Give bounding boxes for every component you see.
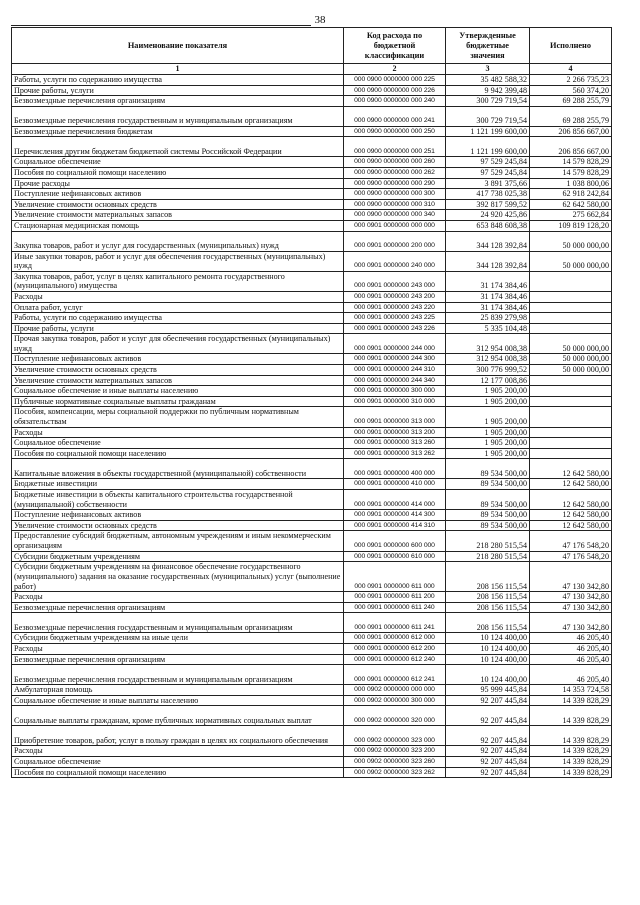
row-name: Оплата работ, услуг [12, 302, 344, 313]
row-approved: 10 124 400,00 [446, 643, 530, 654]
row-approved: 89 534 500,00 [446, 510, 530, 521]
row-executed: 2 266 735,23 [530, 75, 612, 86]
table-row [12, 251, 612, 271]
table-row [12, 85, 612, 96]
row-name: Социальные выплаты гражданам, кроме публичных нормативных социальных выплат [12, 706, 344, 726]
table-row [12, 459, 612, 479]
row-approved: 1 905 200,00 [446, 407, 530, 427]
row-code: 000 0901 0000000 244 000 [344, 334, 446, 354]
row-executed: 47 130 342,80 [530, 602, 612, 613]
row-executed [530, 323, 612, 334]
row-code: 000 0902 0000000 300 000 [344, 695, 446, 706]
row-code: 000 0901 0000000 243 000 [344, 271, 446, 291]
page-number: 38 [314, 14, 326, 26]
row-approved: 392 817 599,52 [446, 199, 530, 210]
row-code: 000 0902 0000000 323 262 [344, 767, 446, 778]
row-executed: 14 339 828,29 [530, 706, 612, 726]
row-approved: 92 207 445,84 [446, 726, 530, 746]
table-row [12, 323, 612, 334]
row-code: 000 0901 0000000 414 310 [344, 520, 446, 531]
row-approved: 1 905 200,00 [446, 448, 530, 459]
row-code: 000 0902 0000000 323 200 [344, 746, 446, 757]
row-executed: 50 000 000,00 [530, 251, 612, 271]
row-name: Увеличение стоимости основных средств [12, 520, 344, 531]
table-row [12, 126, 612, 137]
row-executed: 12 642 580,00 [530, 520, 612, 531]
row-executed [530, 438, 612, 449]
table-row [12, 643, 612, 654]
row-code: 000 0901 0000000 243 200 [344, 291, 446, 302]
row-approved: 344 128 392,84 [446, 231, 530, 251]
row-executed: 14 339 828,29 [530, 756, 612, 767]
row-name: Прочая закупка товаров, работ и услуг для обеспечения государственных (муниципальных) нужд [12, 334, 344, 354]
row-name: Пособия по социальной помощи населению [12, 448, 344, 459]
table-body [12, 75, 612, 778]
table-row [12, 520, 612, 531]
row-name: Субсидии бюджетным учреждениям на финансовое обеспечение государственного (муниципального) задания на оказание государственных (муниципальных) услуг (выполнение работ) [12, 562, 344, 592]
row-approved: 653 848 608,38 [446, 220, 530, 231]
row-name: Социальное обеспечение [12, 157, 344, 168]
row-name: Бюджетные инвестиции [12, 479, 344, 490]
row-code: 000 0901 0000000 313 200 [344, 427, 446, 438]
row-executed: 14 353 724,58 [530, 685, 612, 696]
row-code: 000 0900 0000000 000 260 [344, 157, 446, 168]
row-approved: 300 776 999,52 [446, 365, 530, 376]
row-approved: 92 207 445,84 [446, 746, 530, 757]
row-name: Субсидии бюджетным учреждениям на иные цели [12, 633, 344, 644]
row-approved: 417 738 025,38 [446, 189, 530, 200]
column-number-1: 1 [12, 64, 344, 75]
column-number-row [12, 64, 612, 75]
row-name: Увеличение стоимости основных средств [12, 365, 344, 376]
row-code: 000 0901 0000000 414 300 [344, 510, 446, 521]
row-approved: 5 335 104,48 [446, 323, 530, 334]
row-name: Работы, услуги по содержанию имущества [12, 313, 344, 324]
row-approved: 208 156 115,54 [446, 592, 530, 603]
row-name: Безвозмездные перечисления государственным и муниципальным организациям [12, 106, 344, 126]
row-code: 000 0901 0000000 313 262 [344, 448, 446, 459]
table-row [12, 551, 612, 562]
row-name: Расходы [12, 291, 344, 302]
row-executed [530, 396, 612, 407]
row-name: Предоставление субсидий бюджетным, автономным учреждениям и иным некоммерческим организациям [12, 531, 344, 551]
row-name: Работы, услуги по содержанию имущества [12, 75, 344, 86]
table-row [12, 448, 612, 459]
row-code: 000 0901 0000000 400 000 [344, 459, 446, 479]
table-row [12, 438, 612, 449]
row-executed: 69 288 255,79 [530, 96, 612, 107]
table-row [12, 178, 612, 189]
row-approved: 300 729 719,54 [446, 96, 530, 107]
header-executed: Исполнено [530, 28, 612, 64]
row-executed: 275 662,84 [530, 210, 612, 221]
row-approved: 312 954 008,38 [446, 354, 530, 365]
row-code: 000 0901 0000000 611 241 [344, 613, 446, 633]
row-code: 000 0901 0000000 244 300 [344, 354, 446, 365]
row-executed: 14 339 828,29 [530, 746, 612, 757]
table-row [12, 602, 612, 613]
row-approved: 97 529 245,84 [446, 157, 530, 168]
row-code: 000 0901 0000000 611 000 [344, 562, 446, 592]
header-expense-code: Код расхода по бюджетной классификации [344, 28, 446, 64]
row-executed: 1 038 800,06 [530, 178, 612, 189]
row-approved: 89 534 500,00 [446, 459, 530, 479]
table-row [12, 210, 612, 221]
row-approved: 9 942 399,48 [446, 85, 530, 96]
table-row [12, 479, 612, 490]
row-code: 000 0900 0000000 000 241 [344, 106, 446, 126]
row-code: 000 0900 0000000 000 240 [344, 96, 446, 107]
row-approved: 31 174 384,46 [446, 291, 530, 302]
row-executed: 47 176 548,20 [530, 531, 612, 551]
table-row [12, 167, 612, 178]
row-name: Расходы [12, 746, 344, 757]
row-name: Увеличение стоимости материальных запасов [12, 375, 344, 386]
row-code: 000 0901 0000000 600 000 [344, 531, 446, 551]
table-row [12, 613, 612, 633]
row-executed: 46 205,40 [530, 643, 612, 654]
row-code: 000 0901 0000000 244 340 [344, 375, 446, 386]
expenses-table [11, 27, 612, 778]
row-name: Стационарная медицинская помощь [12, 220, 344, 231]
row-executed [530, 313, 612, 324]
row-name: Иные закупки товаров, работ и услуг для обеспечения государственных (муниципальных) нужд [12, 251, 344, 271]
row-executed: 50 000 000,00 [530, 365, 612, 376]
row-name: Пособия, компенсации, меры социальной поддержки по публичным нормативным обязательствам [12, 407, 344, 427]
table-row [12, 706, 612, 726]
row-executed: 14 339 828,29 [530, 695, 612, 706]
table-row [12, 365, 612, 376]
row-executed [530, 427, 612, 438]
row-name: Прочие работы, услуги [12, 85, 344, 96]
row-approved: 1 121 199 600,00 [446, 126, 530, 137]
row-code: 000 0901 0000000 243 220 [344, 302, 446, 313]
row-code: 000 0901 0000000 410 000 [344, 479, 446, 490]
table-row [12, 531, 612, 551]
table-row [12, 302, 612, 313]
row-approved: 218 280 515,54 [446, 531, 530, 551]
row-executed: 206 856 667,00 [530, 137, 612, 157]
row-code: 000 0900 0000000 000 226 [344, 85, 446, 96]
row-approved: 25 839 279,98 [446, 313, 530, 324]
row-name: Социальное обеспечение [12, 438, 344, 449]
row-approved: 89 534 500,00 [446, 479, 530, 490]
table-row [12, 767, 612, 778]
row-executed: 14 339 828,29 [530, 726, 612, 746]
table-row [12, 396, 612, 407]
row-name: Безвозмездные перечисления бюджетам [12, 126, 344, 137]
row-approved: 1 905 200,00 [446, 427, 530, 438]
row-executed: 12 642 580,00 [530, 490, 612, 510]
table-row [12, 562, 612, 592]
row-executed: 50 000 000,00 [530, 231, 612, 251]
row-executed: 47 176 548,20 [530, 551, 612, 562]
row-executed [530, 271, 612, 291]
column-number-3: 3 [446, 64, 530, 75]
table-row [12, 137, 612, 157]
row-code: 000 0901 0000000 243 226 [344, 323, 446, 334]
row-approved: 31 174 384,46 [446, 302, 530, 313]
row-code: 000 0901 0000000 000 000 [344, 220, 446, 231]
row-name: Капитальные вложения в объекты государственной (муниципальной) собственности [12, 459, 344, 479]
row-approved: 1 905 200,00 [446, 438, 530, 449]
row-code: 000 0901 0000000 300 000 [344, 386, 446, 397]
row-code: 000 0901 0000000 243 225 [344, 313, 446, 324]
row-code: 000 0901 0000000 313 000 [344, 407, 446, 427]
row-executed [530, 291, 612, 302]
row-approved: 208 156 115,54 [446, 562, 530, 592]
row-executed [530, 302, 612, 313]
row-executed: 206 856 667,00 [530, 126, 612, 137]
row-executed: 46 205,40 [530, 654, 612, 665]
row-name: Приобретение товаров, работ, услуг в пользу граждан в целях их социального обеспечения [12, 726, 344, 746]
row-name: Увеличение стоимости материальных запасов [12, 210, 344, 221]
row-name: Публичные нормативные социальные выплаты гражданам [12, 396, 344, 407]
row-approved: 218 280 515,54 [446, 551, 530, 562]
table-row [12, 189, 612, 200]
row-name: Прочие работы, услуги [12, 323, 344, 334]
table-row [12, 685, 612, 696]
row-name: Поступление нефинансовых активов [12, 189, 344, 200]
row-approved: 35 482 588,32 [446, 75, 530, 86]
row-name: Расходы [12, 427, 344, 438]
row-approved: 344 128 392,84 [446, 251, 530, 271]
row-code: 000 0900 0000000 000 251 [344, 137, 446, 157]
row-code: 000 0902 0000000 323 000 [344, 726, 446, 746]
row-code: 000 0902 0000000 323 260 [344, 756, 446, 767]
row-name: Безвозмездные перечисления организациям [12, 654, 344, 665]
row-name: Пособия по социальной помощи населению [12, 767, 344, 778]
row-approved: 95 999 445,84 [446, 685, 530, 696]
row-code: 000 0901 0000000 610 000 [344, 551, 446, 562]
table-row [12, 354, 612, 365]
row-code: 000 0901 0000000 414 000 [344, 490, 446, 510]
header-indicator-name: Наименование показателя [12, 28, 344, 64]
row-executed: 50 000 000,00 [530, 334, 612, 354]
row-code: 000 0901 0000000 244 310 [344, 365, 446, 376]
row-name: Социальное обеспечение [12, 756, 344, 767]
row-executed: 14 579 828,29 [530, 167, 612, 178]
column-number-4: 4 [530, 64, 612, 75]
table-row [12, 695, 612, 706]
row-approved: 31 174 384,46 [446, 271, 530, 291]
row-executed: 69 288 255,79 [530, 106, 612, 126]
table-row [12, 427, 612, 438]
row-executed: 62 918 242,84 [530, 189, 612, 200]
row-code: 000 0900 0000000 000 290 [344, 178, 446, 189]
row-name: Закупка товаров, работ, услуг в целях капитального ремонта государственного (муниципального) имущества [12, 271, 344, 291]
row-name: Увеличение стоимости основных средств [12, 199, 344, 210]
row-name: Безвозмездные перечисления организациям [12, 602, 344, 613]
row-name: Безвозмездные перечисления организациям [12, 96, 344, 107]
row-code: 000 0900 0000000 000 300 [344, 189, 446, 200]
row-approved: 92 207 445,84 [446, 695, 530, 706]
row-approved: 1 905 200,00 [446, 386, 530, 397]
row-name: Бюджетные инвестиции в объекты капитального строительства государственной (муниципальной) собственности [12, 490, 344, 510]
row-executed: 47 130 342,80 [530, 613, 612, 633]
row-name: Поступление нефинансовых активов [12, 510, 344, 521]
column-number-2: 2 [344, 64, 446, 75]
row-approved: 92 207 445,84 [446, 767, 530, 778]
row-code: 000 0900 0000000 000 310 [344, 199, 446, 210]
row-approved: 97 529 245,84 [446, 167, 530, 178]
row-approved: 12 177 008,86 [446, 375, 530, 386]
row-name: Безвозмездные перечисления государственным и муниципальным организациям [12, 613, 344, 633]
row-code: 000 0900 0000000 000 262 [344, 167, 446, 178]
table-row [12, 746, 612, 757]
table-row [12, 313, 612, 324]
row-name: Субсидии бюджетным учреждениям [12, 551, 344, 562]
table-row [12, 106, 612, 126]
row-executed [530, 448, 612, 459]
row-code: 000 0901 0000000 611 240 [344, 602, 446, 613]
top-rule [11, 25, 311, 26]
row-code: 000 0902 0000000 000 000 [344, 685, 446, 696]
row-approved: 89 534 500,00 [446, 490, 530, 510]
row-executed: 14 339 828,29 [530, 767, 612, 778]
row-executed [530, 375, 612, 386]
table-row [12, 407, 612, 427]
row-executed: 12 642 580,00 [530, 479, 612, 490]
row-name: Перечисления другим бюджетам бюджетной системы Российской Федерации [12, 137, 344, 157]
table-row [12, 375, 612, 386]
table-row [12, 592, 612, 603]
row-approved: 1 121 199 600,00 [446, 137, 530, 157]
row-approved: 10 124 400,00 [446, 654, 530, 665]
row-executed: 560 374,20 [530, 85, 612, 96]
row-executed: 46 205,40 [530, 665, 612, 685]
row-approved: 312 954 008,38 [446, 334, 530, 354]
row-code: 000 0902 0000000 320 000 [344, 706, 446, 726]
row-code: 000 0900 0000000 000 340 [344, 210, 446, 221]
table-row [12, 386, 612, 397]
table-row [12, 654, 612, 665]
table-row [12, 633, 612, 644]
row-code: 000 0901 0000000 313 260 [344, 438, 446, 449]
row-approved: 89 534 500,00 [446, 520, 530, 531]
row-name: Социальное обеспечение и иные выплаты населению [12, 695, 344, 706]
table-row [12, 220, 612, 231]
row-name: Безвозмездные перечисления государственным и муниципальным организациям [12, 665, 344, 685]
row-approved: 10 124 400,00 [446, 633, 530, 644]
row-name: Закупка товаров, работ и услуг для государственных (муниципальных) нужд [12, 231, 344, 251]
row-executed: 14 579 828,29 [530, 157, 612, 168]
table-row [12, 231, 612, 251]
table-row [12, 510, 612, 521]
row-executed: 50 000 000,00 [530, 354, 612, 365]
row-code: 000 0901 0000000 612 240 [344, 654, 446, 665]
row-approved: 1 905 200,00 [446, 396, 530, 407]
row-executed: 47 130 342,80 [530, 592, 612, 603]
row-approved: 208 156 115,54 [446, 613, 530, 633]
row-executed [530, 407, 612, 427]
row-approved: 10 124 400,00 [446, 665, 530, 685]
row-executed: 12 642 580,00 [530, 459, 612, 479]
table-row [12, 199, 612, 210]
table-row [12, 75, 612, 86]
table-row [12, 726, 612, 746]
row-executed [530, 386, 612, 397]
row-code: 000 0901 0000000 612 241 [344, 665, 446, 685]
row-name: Поступление нефинансовых активов [12, 354, 344, 365]
row-executed: 109 819 128,20 [530, 220, 612, 231]
row-code: 000 0901 0000000 310 000 [344, 396, 446, 407]
table-row [12, 756, 612, 767]
row-executed: 12 642 580,00 [530, 510, 612, 521]
table-row [12, 490, 612, 510]
row-approved: 300 729 719,54 [446, 106, 530, 126]
row-executed: 62 642 580,00 [530, 199, 612, 210]
row-approved: 92 207 445,84 [446, 756, 530, 767]
row-code: 000 0901 0000000 612 000 [344, 633, 446, 644]
row-code: 000 0900 0000000 000 250 [344, 126, 446, 137]
row-code: 000 0901 0000000 612 200 [344, 643, 446, 654]
table-row [12, 665, 612, 685]
row-name: Пособия по социальной помощи населению [12, 167, 344, 178]
table-row [12, 334, 612, 354]
row-executed: 46 205,40 [530, 633, 612, 644]
row-name: Расходы [12, 643, 344, 654]
row-approved: 208 156 115,54 [446, 602, 530, 613]
row-executed: 47 130 342,80 [530, 562, 612, 592]
row-name: Амбулаторная помощь [12, 685, 344, 696]
row-code: 000 0901 0000000 200 000 [344, 231, 446, 251]
row-name: Прочие расходы [12, 178, 344, 189]
header-row [12, 28, 612, 64]
table-row [12, 271, 612, 291]
table-row [12, 291, 612, 302]
row-code: 000 0901 0000000 240 000 [344, 251, 446, 271]
row-name: Социальное обеспечение и иные выплаты населению [12, 386, 344, 397]
row-name: Расходы [12, 592, 344, 603]
header-approved-values: Утвержденные бюджетные значения [446, 28, 530, 64]
row-code: 000 0900 0000000 000 225 [344, 75, 446, 86]
table-row [12, 96, 612, 107]
row-approved: 92 207 445,84 [446, 706, 530, 726]
table-row [12, 157, 612, 168]
row-code: 000 0901 0000000 611 200 [344, 592, 446, 603]
row-approved: 3 891 375,66 [446, 178, 530, 189]
row-approved: 24 920 425,86 [446, 210, 530, 221]
